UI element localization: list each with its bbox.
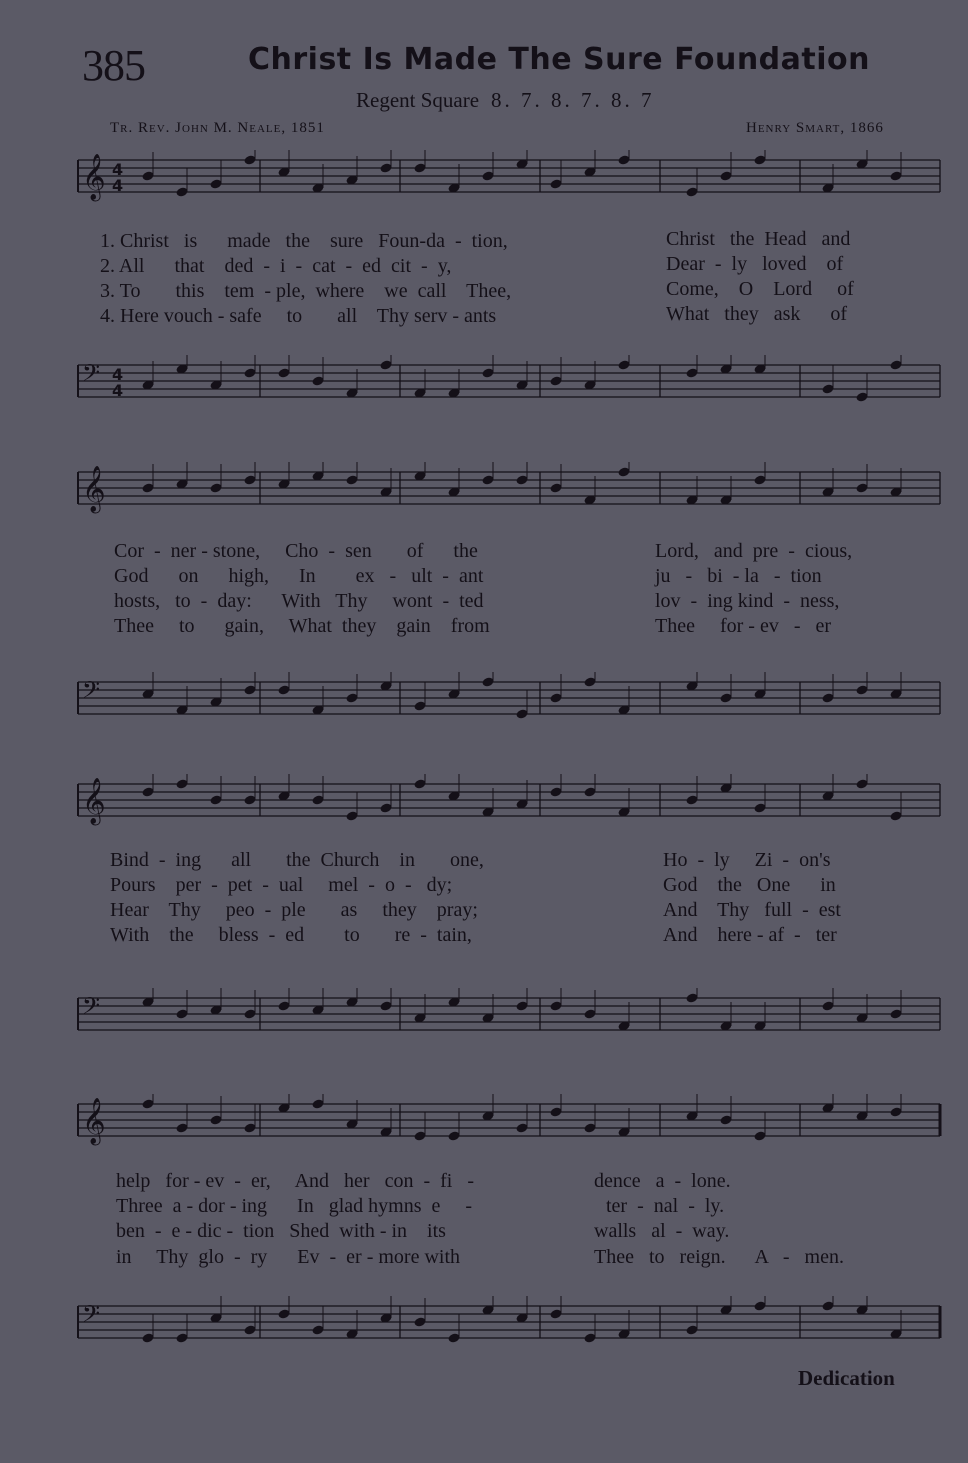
lyric-line: And Thy full - est <box>663 899 841 921</box>
hymn-title: Christ Is Made The Sure Foundation <box>248 42 870 77</box>
treble-clef-icon: 𝄞 <box>82 1098 106 1144</box>
treble-staff-4 <box>0 1094 968 1150</box>
lyric-line: ju - bi - la - tion <box>655 565 822 587</box>
tune-meter: 8. 7. 8. 7. 8. 7 <box>491 88 655 112</box>
lyric-line: Christ the Head and <box>666 228 851 250</box>
lyric-line: And here - af - ter <box>663 924 837 946</box>
bass-staff-4 <box>0 1296 968 1352</box>
svg-text:4: 4 <box>112 381 124 400</box>
time-signature-icon <box>112 365 123 400</box>
lyric-line: walls al - way. <box>594 1220 730 1242</box>
lyric-line: 3. To this tem - ple, where we call Thee, <box>100 280 512 302</box>
lyric-line: With the bless - ed to re - tain, <box>110 924 472 946</box>
lyric-line: hosts, to - day: With Thy wont - ted <box>114 590 484 612</box>
lyric-line: Cor - ner - stone, Cho - sen of the <box>114 540 478 562</box>
lyric-line: Ho - ly Zi - on's <box>663 849 831 871</box>
lyric-line: 4. Here vouch - safe to all Thy serv - ants <box>100 305 497 327</box>
lyric-line: dence a - lone. <box>594 1170 731 1192</box>
bass-clef-icon: 𝄢 <box>82 992 101 1025</box>
lyric-line: 2. All that ded - i - cat - ed cit - y, <box>100 255 452 277</box>
bass-staff-3 <box>0 988 968 1044</box>
treble-clef-icon: 𝄞 <box>82 154 106 200</box>
lyric-line: Three a - dor - ing In glad hymns e - <box>116 1195 473 1217</box>
lyric-line: God the One in <box>663 874 836 896</box>
lyric-line: lov - ing kind - ness, <box>655 590 840 612</box>
topic-label: Dedication <box>798 1366 895 1390</box>
lyric-line: in Thy glo - ry Ev - er - more with <box>116 1246 461 1268</box>
lyric-line: Thee to reign. A - men. <box>594 1246 844 1268</box>
treble-clef-icon: 𝄞 <box>82 466 106 512</box>
lyric-line: What they ask of <box>666 303 848 325</box>
lyric-line: ben - e - dic - tion Shed with - in its <box>116 1220 446 1242</box>
bass-clef-icon: 𝄢 <box>82 359 101 392</box>
treble-staff-1 <box>0 150 968 206</box>
svg-text:4: 4 <box>112 176 124 195</box>
tune-name: Regent Square <box>356 88 480 112</box>
lyric-line: 1. Christ is made the sure Foun-da - tion, <box>100 230 508 252</box>
treble-clef-icon: 𝄞 <box>82 778 106 824</box>
bass-clef-icon: 𝄢 <box>82 1300 101 1333</box>
lyric-line: Thee to gain, What they gain from <box>114 615 490 637</box>
treble-staff-3 <box>0 774 968 830</box>
lyric-line: Pours per - pet - ual mel - o - dy; <box>110 874 453 896</box>
svg-text:4: 4 <box>112 365 124 384</box>
lyric-line: Dear - ly loved of <box>666 253 844 275</box>
hymn-number: 385 <box>82 41 145 90</box>
time-signature-icon <box>112 160 123 195</box>
svg-text:4: 4 <box>112 160 124 179</box>
bass-staff-2 <box>0 672 968 728</box>
lyric-line: Bind - ing all the Church in one, <box>110 849 484 871</box>
bass-clef-icon: 𝄢 <box>82 676 101 709</box>
lyric-line: Hear Thy peo - ple as they pray; <box>110 899 478 921</box>
lyric-line: Thee for - ev - er <box>655 615 832 637</box>
lyric-line: Come, O Lord of <box>666 278 854 300</box>
treble-staff-2 <box>0 462 968 518</box>
words-credit: Tr. Rev. John M. Neale, 1851 <box>110 120 325 136</box>
bass-staff-1 <box>0 355 968 411</box>
music-credit: Henry Smart, 1866 <box>746 120 884 136</box>
lyric-line: God on high, In ex - ult - ant <box>114 565 484 587</box>
lyric-line: ter - nal - ly. <box>606 1195 725 1217</box>
lyric-line: help for - ev - er, And her con - fi - <box>116 1170 474 1192</box>
lyric-line: Lord, and pre - cious, <box>655 540 853 562</box>
tune-line <box>356 88 655 113</box>
